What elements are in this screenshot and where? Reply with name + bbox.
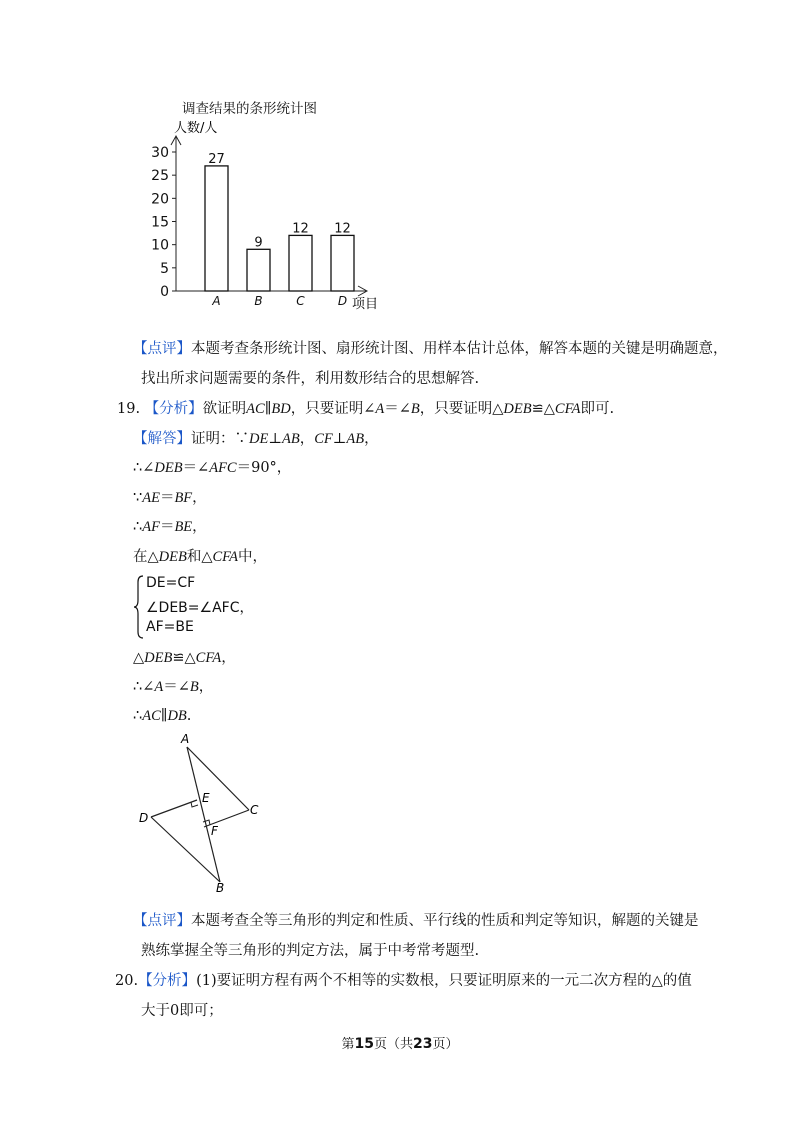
brace-eq-1: DE=CF <box>146 575 196 591</box>
brace-icon <box>132 574 146 640</box>
answer-step-1: 【解答】证明：∵DE⊥AB，CF⊥AB， <box>133 431 379 447</box>
answer-step-4: ∴AF＝BE， <box>133 519 207 535</box>
segment-AB <box>187 747 220 882</box>
page-total: 23 <box>413 1036 433 1052</box>
review-text: 本题考查全等三角形的判定和性质、平行线的性质和判定等知识，解题的关键是 <box>191 913 699 929</box>
bar <box>289 235 312 291</box>
bar-data-label: 27 <box>208 151 225 167</box>
point-label-C: C <box>250 803 259 817</box>
point-label-D: D <box>139 811 149 825</box>
chart-title: 调查结果的条形统计图 <box>182 101 317 117</box>
x-tick-label: A <box>212 294 221 308</box>
point-label-A: A <box>181 732 190 746</box>
page-footer: 第15页（共23页） <box>341 1036 459 1052</box>
review1-line1 <box>133 339 728 359</box>
y-tick-label: 10 <box>151 237 169 254</box>
answer-step-7: ∴∠A＝∠B， <box>133 679 214 695</box>
answer-step-2: ∴∠DEB＝∠AFC＝90°， <box>133 460 292 476</box>
page-number: 15 <box>354 1036 374 1052</box>
x-tick-label: D <box>337 294 348 308</box>
point-label-E: E <box>202 791 210 805</box>
bar <box>331 235 354 291</box>
right-angle-mark-E <box>191 802 198 807</box>
x-tick-label: C <box>296 294 305 308</box>
point-label-F: F <box>211 824 218 838</box>
geometry-figure <box>130 728 270 898</box>
answer-tag: 【解答】 <box>133 431 191 447</box>
brace-eq-2: ∠DEB=∠AFC， <box>146 600 254 616</box>
answer-step-6: △DEB≌△CFA， <box>133 650 236 666</box>
q20-analysis-line2: 大于0即可； <box>141 1003 223 1019</box>
review-tag: 【点评】 <box>133 341 191 357</box>
analysis-tag: 【分析】 <box>144 401 203 417</box>
bar-data-label: 9 <box>254 235 263 251</box>
bar-chart <box>0 0 800 320</box>
segment-DE <box>151 800 197 817</box>
answer-step-3: ∵AE＝BF， <box>133 490 207 506</box>
review1-line2: 找出所求问题需要的条件，利用数形结合的思想解答. <box>141 371 480 387</box>
review-tag: 【点评】 <box>133 913 191 929</box>
x-tick-label: B <box>254 294 263 308</box>
question-number: 20. <box>115 973 139 989</box>
bar <box>247 249 270 291</box>
y-tick-label: 5 <box>160 260 169 277</box>
point-label-B: B <box>216 881 225 895</box>
question-number: 19. <box>117 401 141 417</box>
y-tick-label: 25 <box>151 168 169 185</box>
answer-step-8: ∴AC∥DB. <box>133 708 192 724</box>
bar-data-label: 12 <box>334 221 351 237</box>
q20-analysis-line1: 20.【分析】(1)要证明方程有两个不相等的实数根，只要证明原来的一元二次方程的△的值 <box>115 973 692 989</box>
y-tick-label: 15 <box>151 214 169 231</box>
review2-line1 <box>133 911 699 931</box>
y-tick-label: 20 <box>151 191 169 208</box>
bar <box>205 166 228 291</box>
brace-eq-3: AF=BE <box>146 619 194 635</box>
q19-analysis: 19. 【分析】欲证明AC∥BD，只要证明∠A＝∠B，只要证明△DEB≌△CFA即可. <box>117 401 615 417</box>
y-tick-label: 0 <box>160 284 169 300</box>
y-tick-label: 30 <box>151 145 169 161</box>
analysis-tag: 【分析】 <box>138 973 197 989</box>
segment-DB <box>151 817 220 882</box>
review-text: 本题考查条形统计图、扇形统计图、用样本估计总体，解答本题的关键是明确题意， <box>191 341 728 357</box>
review2-line2: 熟练掌握全等三角形的判定方法，属于中考常考题型. <box>141 943 480 959</box>
x-axis-label: 项目 <box>352 297 379 312</box>
y-axis-label: 人数/人 <box>174 121 218 136</box>
answer-step-5: 在△DEB和△CFA中， <box>133 549 268 565</box>
bar-data-label: 12 <box>292 221 309 237</box>
